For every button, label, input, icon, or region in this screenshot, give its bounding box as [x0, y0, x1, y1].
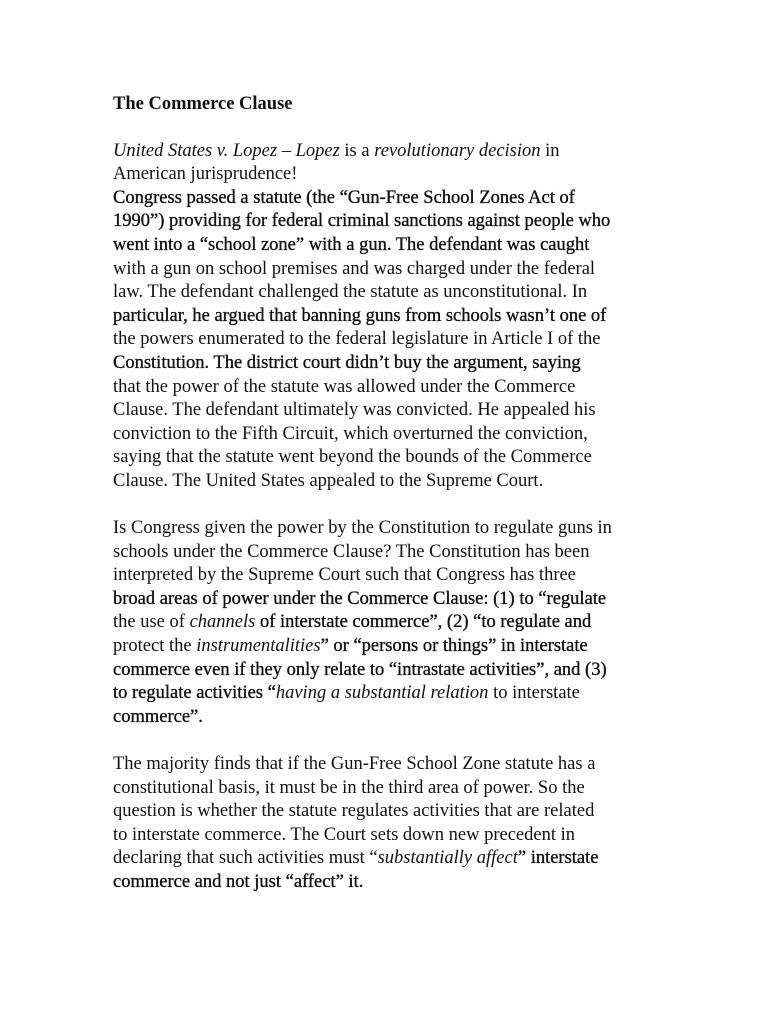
- text-span: of interstate commerce”, (2) “to regulate and: [255, 612, 592, 633]
- text-line: particular, he argued that banning guns from schools wasn’t one of: [113, 305, 607, 326]
- paragraph-spacer: [113, 494, 673, 518]
- text-span: –: [277, 140, 296, 161]
- text-line: saying that the statute went beyond the bounds of the Commerce: [113, 447, 592, 468]
- case-name: United States v. Lopez: [113, 140, 278, 161]
- emphasis-text: substantially affect: [377, 848, 518, 869]
- text-line: [113, 635, 673, 659]
- text-line: Clause. The United States appealed to the Supreme Court.: [113, 470, 544, 491]
- paragraph-commerce-powers: [113, 517, 673, 729]
- text-line: The majority finds that if the Gun-Free School Zone statute has a: [113, 754, 596, 775]
- emphasis-text: channels: [189, 612, 256, 633]
- text-line: [113, 611, 673, 635]
- text-span: ” interstate: [517, 848, 599, 869]
- text-line: Congress passed a statute (the “Gun-Free School Zones Act of: [113, 187, 575, 208]
- text-line: Constitution. The district court didn’t buy the argument, saying: [113, 352, 581, 373]
- paragraph-spacer: [113, 729, 673, 753]
- text-line: commerce even if they only relate to “intrastate activities”, and (3): [113, 659, 607, 680]
- text-line: 1990”) providing for federal criminal sanctions against people who: [113, 211, 611, 232]
- text-line: Is Congress given the power by the Constitution to regulate guns in: [113, 518, 612, 539]
- text-line: Clause. The defendant ultimately was convicted. He appealed his: [113, 400, 596, 421]
- document-title: The Commerce Clause: [113, 94, 293, 114]
- document-body: [113, 93, 673, 895]
- text-line: broad areas of power under the Commerce Clause: (1) to “regulate: [113, 588, 607, 609]
- text-span: to interstate: [488, 683, 580, 704]
- emphasis-text: instrumentalities: [196, 636, 321, 657]
- text-line: went into a “school zone” with a gun. The defendant was caught: [113, 234, 590, 255]
- text-line: law. The defendant challenged the statute as unconstitutional. In: [113, 282, 588, 303]
- text-line: [113, 140, 673, 164]
- paragraph-lopez-summary: [113, 140, 673, 494]
- text-span: the use of: [113, 612, 190, 633]
- text-line: [113, 847, 673, 871]
- text-line: with a gun on school premises and was charged under the federal: [113, 258, 596, 279]
- text-line: commerce”.: [113, 706, 203, 727]
- text-line: conviction to the Fifth Circuit, which overturned the conviction,: [113, 423, 588, 444]
- text-line: commerce and not just “affect” it.: [113, 872, 364, 892]
- text-line: interpreted by the Supreme Court such that Congress has three: [113, 565, 576, 586]
- text-span: declaring that such activities must “: [113, 848, 378, 869]
- text-span: is a: [339, 140, 375, 161]
- case-short-name: Lopez: [295, 140, 340, 161]
- text-line: to interstate commerce. The Court sets down new precedent in: [113, 824, 576, 845]
- paragraph-majority-holding: [113, 753, 673, 895]
- text-line: [113, 682, 673, 706]
- emphasis-text: revolutionary decision: [374, 140, 541, 161]
- text-span: to regulate activities “: [113, 683, 276, 704]
- text-span: in: [540, 140, 560, 161]
- text-line: the powers enumerated to the federal legislature in Article I of the: [113, 329, 601, 350]
- emphasis-text: having a substantial relation: [275, 683, 489, 704]
- text-span: ” or “persons or things” in interstate: [320, 636, 588, 657]
- text-line: schools under the Commerce Clause? The Constitution has been: [113, 541, 590, 562]
- text-line: question is whether the statute regulates activities that are related: [113, 801, 595, 822]
- text-span: protect the: [113, 636, 197, 657]
- text-line: constitutional basis, it must be in the third area of power. So the: [113, 777, 585, 798]
- text-line: American jurisprudence!: [113, 164, 298, 185]
- text-line: that the power of the statute was allowed under the Commerce: [113, 376, 576, 397]
